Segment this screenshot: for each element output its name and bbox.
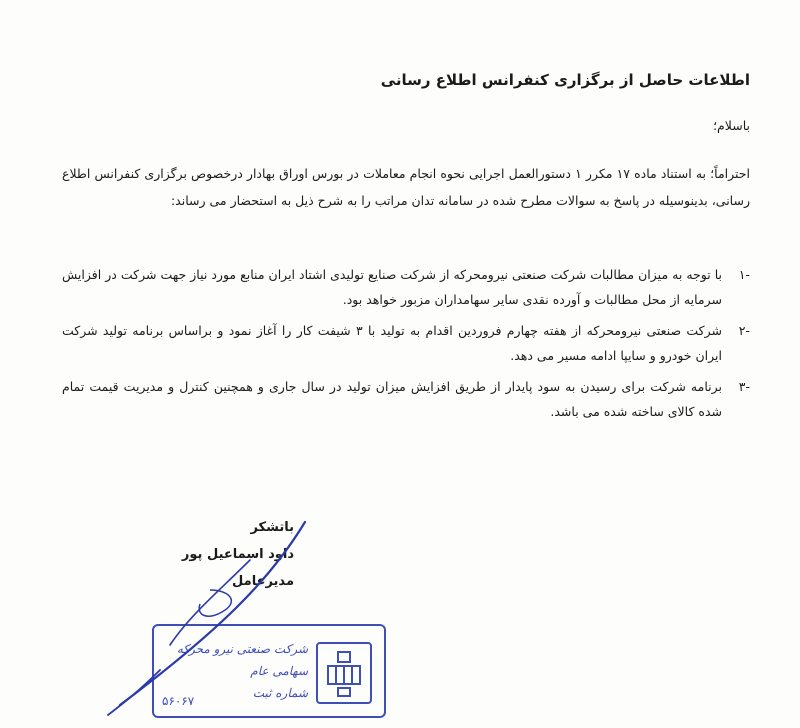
signer-position: مدیرعامل <box>232 574 294 589</box>
item-text: برنامه شرکت برای رسیدن به سود پایدار از طریق افزایش میزان تولید در سال جاری و همچنین کنترل و مدیریت قیمت تمام شده کالای ساخته شده می باشد. <box>62 379 722 419</box>
response-list <box>62 262 750 430</box>
list-item <box>62 262 750 312</box>
list-item <box>62 318 750 368</box>
signature-mark <box>100 520 360 720</box>
letter-title: اطلاعات حاصل از برگزاری کنفرانس اطلاع رسانی <box>380 71 750 89</box>
item-number: -۱ <box>738 267 750 282</box>
salutation: باسلام؛ <box>713 118 750 133</box>
signer-name: داود اسماعیل پور <box>181 547 294 562</box>
item-number: -۳ <box>738 379 750 394</box>
list-item <box>62 374 750 424</box>
stamp-reg-number: ۵۶۰۶۷ <box>162 694 195 708</box>
item-text: با توجه به میزان مطالبات شرکت صنعتی نیرومحرکه از شرکت صنایع تولیدی اشتاد ایران منابع مورد نیاز جهت شرکت در افزایش سرمایه از محل مطالبات و آورده نقدی سایر سهامداران مزبور خواهد بود. <box>62 267 722 307</box>
stamp-type: سهامی عام <box>250 664 308 678</box>
stamp-company: شرکت صنعتی نیرو محرکه <box>176 642 308 656</box>
intro-paragraph: احتراماً؛ به استناد ماده ۱۷ مکرر ۱ دستورالعمل اجرایی نحوه انجام معاملات در بورس اوراق بهادار درخصوص برگزاری کنفرانس اطلاع رسانی، بدینوسیله در پاسخ به سوالات مطرح شده در سامانه تدان مراتب را به شرح ذیل به استحضار می رساند: <box>62 166 750 208</box>
closing-thanks: باتشکر <box>250 520 294 535</box>
stamp-reg-label: شماره ثبت <box>252 686 308 700</box>
item-text: شرکت صنعتی نیرومحرکه از هفته چهارم فروردین اقدام به تولید با ۳ شیفت کار را آغاز نمود و براساس برنامه تولید شرکت ایران خودرو و سایپا ادامه مسیر می دهد. <box>62 323 722 363</box>
item-number: -۲ <box>738 323 750 338</box>
